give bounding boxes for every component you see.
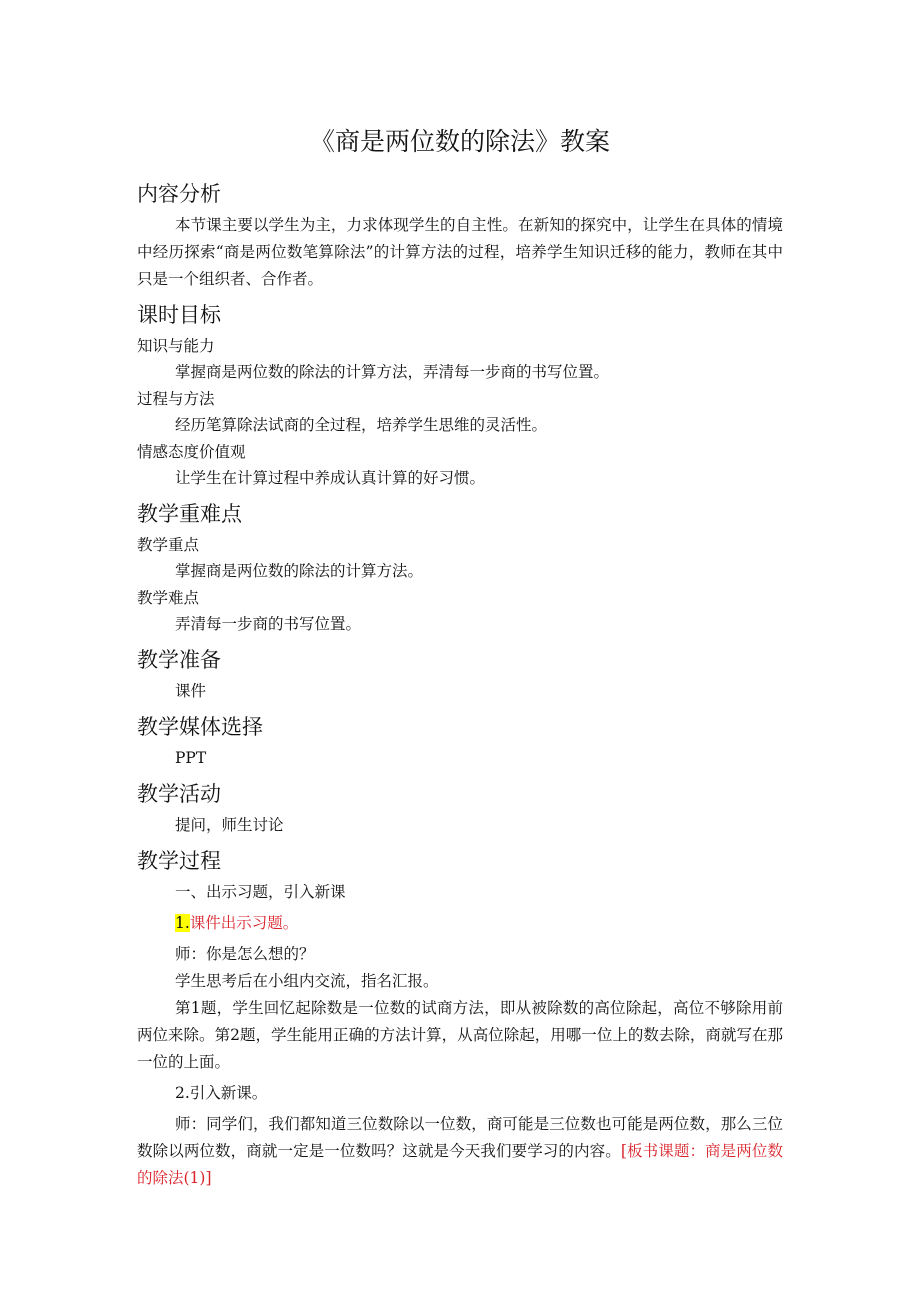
process-discussion: 学生思考后在小组内交流，指名汇报。 [175,972,439,990]
section-heading-keypoints: 教学重难点 [137,502,242,526]
goal-text-knowledge: 掌握商是两位数的除法的计算方法，弄清每一步商的书写位置。 [175,363,610,381]
goal-label-knowledge: 知识与能力 [137,337,215,355]
process-step1: 一、出示习题，引入新课 [175,883,346,901]
process-intro [137,1111,783,1192]
process-question: 师：你是怎么想的？ [175,945,315,963]
keypoint-label-difficulty: 教学难点 [137,589,200,607]
section-heading-content: 内容分析 [137,182,221,206]
goal-text-process: 经历笔算除法试商的全过程，培养学生思维的灵活性。 [175,416,548,434]
keypoint-text-focus: 掌握商是两位数的除法的计算方法。 [175,562,424,580]
item1-text: 课件出示习题。 [189,914,299,932]
section-heading-media: 教学媒体选择 [137,715,263,739]
board-note: [板书课题：商是两位数的除法(1)] [137,1142,783,1187]
section-heading-process: 教学过程 [137,849,221,873]
content-paragraph: 本节课主要以学生为主，力求体现学生的自主性。在新知的探究中，让学生在具体的情境中经历探索“商是两位数笔算除法”的计算方法的过程，培养学生知识迁移的能力，教师在其中只是一个组织者、合作者。 [137,216,783,288]
process-explanation: 第1题，学生回忆起除数是一位数的试商方法，即从被除数的高位除起，高位不够除用前两位来除。第2题，学生能用正确的方法计算，从高位除起，用哪一位上的数去除，商就写在那一位的上面。 [137,999,783,1071]
page-title: 《商是两位数的除法》教案 [309,127,610,156]
intro-text: 师：同学们，我们都知道三位数除以一位数，商可能是三位数也可能是两位数，那么三位数除以两位数，商就一定是一位数吗？这就是今天我们要学习的内容。 [137,1115,783,1160]
section-heading-goals: 课时目标 [137,303,221,327]
goal-label-attitude: 情感态度价值观 [137,443,246,461]
item1-number: 1. [175,914,190,932]
section-heading-activity: 教学活动 [137,782,221,806]
section-heading-prep: 教学准备 [137,648,221,672]
keypoint-label-focus: 教学重点 [137,536,200,554]
media-text: PPT [175,749,207,767]
goal-label-process: 过程与方法 [137,390,215,408]
keypoint-text-difficulty: 弄清每一步商的书写位置。 [175,615,362,633]
prep-text: 课件 [175,682,207,700]
goal-text-attitude: 让学生在计算过程中养成认真计算的好习惯。 [175,469,486,487]
document-body [137,172,783,1192]
activity-text: 提问，师生讨论 [175,816,284,834]
process-item1 [137,910,783,937]
process-item2: 2.引入新课。 [175,1084,268,1102]
